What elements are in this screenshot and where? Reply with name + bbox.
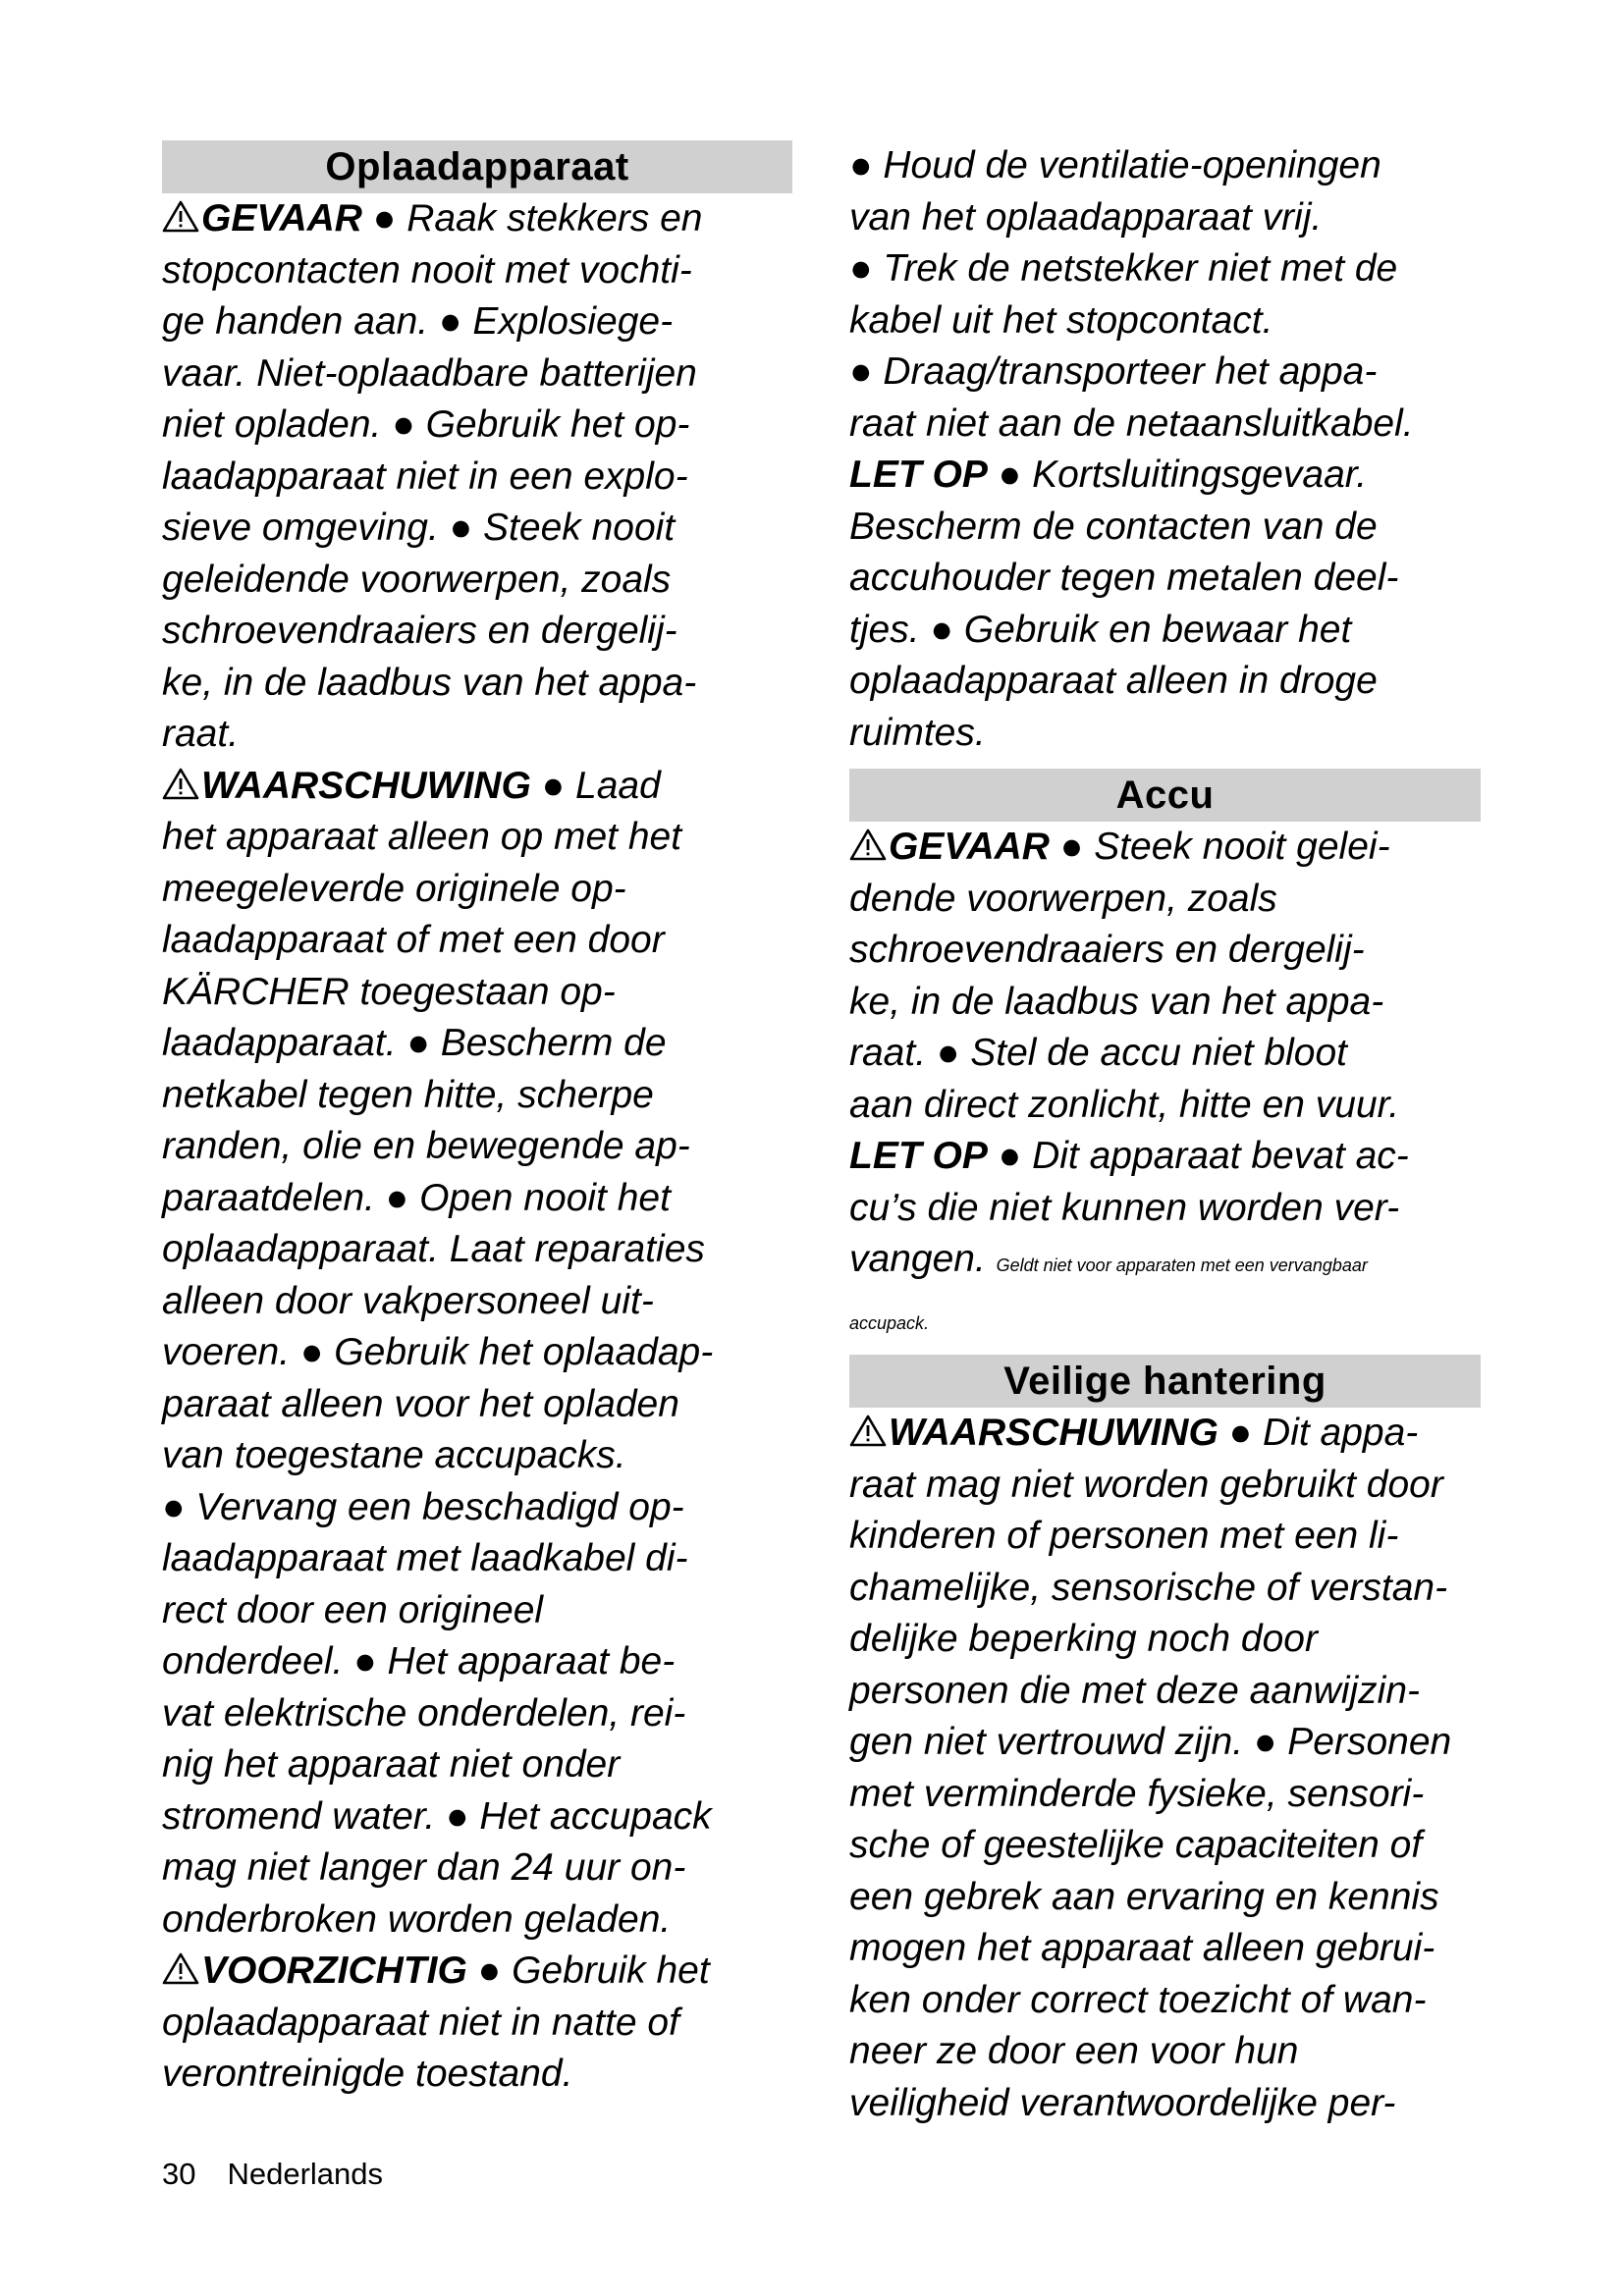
text-segment: ken onder correct toezicht of wan-	[849, 1978, 1427, 2021]
text-line	[849, 2078, 1481, 2130]
text-segment: mogen het apparaat alleen gebrui-	[849, 1927, 1435, 1969]
oplaadapparaat-safety-text	[162, 193, 792, 2101]
text-segment: paraatdelen. ● Open nooit het	[162, 1176, 671, 1219]
text-line	[849, 656, 1481, 708]
text-segment: het apparaat alleen op met het	[162, 816, 682, 858]
text-segment: ruimtes.	[849, 711, 986, 754]
text-segment: vat elektrische onderdelen, rei-	[162, 1691, 686, 1735]
text-line	[849, 1028, 1481, 1080]
page-footer	[162, 2155, 383, 2194]
text-line	[849, 553, 1481, 605]
signal-word: LET OP	[849, 454, 988, 496]
text-segment: ● Houd de ventilatie-openingen	[849, 144, 1381, 187]
text-segment: schroevendraaiers en dergelij-	[162, 610, 677, 652]
text-segment: niet opladen. ● Gebruik het op-	[162, 403, 690, 446]
text-line	[162, 1276, 792, 1328]
text-line	[162, 452, 792, 504]
text-line	[849, 977, 1481, 1029]
text-line	[162, 245, 792, 297]
text-segment: gen niet vertrouwd zijn. ● Personen	[849, 1721, 1452, 1763]
text-line	[849, 1408, 1481, 1460]
text-line	[849, 605, 1481, 657]
text-segment: neer ze door een voor hun	[849, 2030, 1299, 2072]
page-number: 30	[162, 2157, 196, 2191]
text-segment: cu’s die niet kunnen worden ver-	[849, 1186, 1400, 1229]
text-segment: tjes. ● Gebruik en bewaar het	[849, 608, 1352, 651]
text-segment: raat mag niet worden gebruikt door	[849, 1463, 1443, 1506]
text-line	[162, 967, 792, 1019]
text-line	[849, 1614, 1481, 1666]
text-segment: onderbroken worden geladen.	[162, 1897, 672, 1941]
text-segment: kinderen of personen met een li-	[849, 1515, 1399, 1557]
text-line	[849, 295, 1481, 347]
text-line	[849, 1666, 1481, 1718]
section-heading-oplaadapparaat: Oplaadapparaat	[162, 140, 792, 193]
text-segment: accuhouder tegen metalen deel-	[849, 557, 1399, 599]
warning-triangle-icon	[162, 200, 199, 233]
text-segment: netkabel tegen hitte, scherpe	[162, 1073, 654, 1116]
right-column	[849, 140, 1481, 2129]
accu-safety-text	[849, 822, 1481, 1349]
text-line	[849, 874, 1481, 926]
text-line	[849, 925, 1481, 977]
section-heading-accu: Accu	[849, 769, 1481, 822]
text-line	[849, 1460, 1481, 1512]
text-segment: sieve omgeving. ● Steek nooit	[162, 507, 676, 549]
text-segment: ● Vervang een beschadigd op-	[162, 1485, 684, 1528]
text-line	[849, 450, 1481, 502]
text-segment: nig het apparaat niet onder	[162, 1743, 621, 1786]
text-line	[162, 1946, 792, 1998]
text-segment: ge handen aan. ● Explosiege-	[162, 300, 674, 343]
text-line	[162, 1224, 792, 1276]
text-segment: vangen.	[849, 1238, 997, 1280]
text-line	[162, 606, 792, 658]
text-segment: laadapparaat of met een door	[162, 919, 665, 961]
text-segment: laadapparaat niet in een explo-	[162, 454, 688, 498]
text-line	[162, 296, 792, 348]
text-segment: raat.	[162, 713, 240, 755]
text-line	[162, 1636, 792, 1688]
text-line	[849, 1183, 1481, 1235]
text-segment: veiligheid verantwoordelijke per-	[849, 2081, 1396, 2124]
text-segment: voeren. ● Gebruik het oplaadap-	[162, 1331, 714, 1373]
text-segment: van het oplaadapparaat vrij.	[849, 195, 1323, 239]
text-segment: onderdeel. ● Het apparaat be-	[162, 1640, 676, 1682]
text-line	[162, 1533, 792, 1585]
text-segment: kabel uit het stopcontact.	[849, 298, 1273, 342]
signal-word: GEVAAR	[889, 826, 1050, 868]
text-segment: aan direct zonlicht, hitte en vuur.	[849, 1083, 1400, 1126]
text-segment: oplaadapparaat. Laat reparaties	[162, 1228, 705, 1270]
text-segment: randen, olie en bewegende ap-	[162, 1125, 690, 1167]
veilige-hantering-text	[849, 1408, 1481, 2129]
text-line	[162, 1018, 792, 1070]
text-line	[162, 1688, 792, 1740]
text-line	[162, 1739, 792, 1791]
text-segment: raat. ● Stel de accu niet bloot	[849, 1032, 1348, 1074]
section-heading-veilige-hantering: Veilige hantering	[849, 1355, 1481, 1408]
warning-triangle-icon	[162, 768, 199, 800]
text-segment: vaar. Niet-oplaadbare batterijen	[162, 351, 697, 395]
text-segment: rect door een origineel	[162, 1588, 544, 1631]
text-line	[849, 140, 1481, 192]
text-line	[162, 193, 792, 245]
text-line	[849, 1563, 1481, 1615]
text-line	[849, 1872, 1481, 1924]
text-line	[849, 1080, 1481, 1132]
text-line	[849, 822, 1481, 874]
text-line	[849, 2026, 1481, 2078]
text-segment: sche of geestelijke capaciteiten of	[849, 1824, 1423, 1866]
text-line	[162, 1585, 792, 1637]
text-line	[162, 1121, 792, 1173]
text-segment: ● Dit appa-	[1218, 1412, 1419, 1454]
text-segment: paraat alleen voor het opladen	[162, 1382, 679, 1425]
text-segment: van toegestane accupacks.	[162, 1434, 626, 1476]
text-line	[162, 2049, 792, 2101]
text-segment: raat niet aan de netaansluitkabel.	[849, 401, 1414, 445]
text-segment: Geldt niet voor apparaten met een vervangbaar	[996, 1255, 1368, 1275]
text-segment: mag niet langer dan 24 uur on-	[162, 1846, 686, 1889]
text-line	[162, 761, 792, 813]
text-line	[162, 1998, 792, 2050]
footer-language: Nederlands	[227, 2157, 384, 2191]
text-segment: stopcontacten nooit met vochti-	[162, 248, 692, 292]
charger-continued-text	[849, 140, 1481, 759]
text-line	[849, 1292, 1481, 1350]
signal-word: WAARSCHUWING	[201, 764, 531, 807]
text-line	[162, 709, 792, 761]
text-line	[162, 1173, 792, 1225]
text-segment: ke, in de laadbus van het appa-	[849, 980, 1384, 1023]
text-line	[849, 1769, 1481, 1821]
text-line	[162, 1327, 792, 1379]
signal-word: GEVAAR	[201, 197, 362, 240]
text-line	[162, 1842, 792, 1895]
text-segment: oplaadapparaat niet in natte of	[162, 2001, 679, 2044]
text-line	[162, 555, 792, 607]
text-segment: ● Laad	[530, 764, 661, 807]
text-segment: KÄRCHER toegestaan op-	[162, 970, 616, 1013]
left-column	[162, 140, 792, 2101]
text-segment: ● Raak stekkers en	[361, 197, 703, 240]
text-segment: ● Kortsluitingsgevaar.	[987, 454, 1368, 496]
text-segment: laadapparaat met laadkabel di-	[162, 1537, 688, 1579]
text-line	[162, 1430, 792, 1482]
text-segment: verontreinigde toestand.	[162, 2053, 573, 2095]
text-segment: chamelijke, sensorische of verstan-	[849, 1566, 1448, 1609]
text-line	[849, 1717, 1481, 1769]
text-segment: stromend water. ● Het accupack	[162, 1794, 712, 1838]
text-segment: meegeleverde originele op-	[162, 867, 626, 910]
text-line	[162, 1070, 792, 1122]
text-segment: een gebrek aan ervaring en kennis	[849, 1875, 1439, 1918]
text-line	[849, 399, 1481, 451]
text-segment: ● Trek de netstekker niet met de	[849, 247, 1398, 290]
warning-triangle-icon	[849, 1415, 887, 1447]
text-segment: personen die met deze aanwijzin-	[849, 1669, 1421, 1712]
text-line	[162, 1791, 792, 1843]
text-line	[162, 1895, 792, 1947]
text-segment: accupack.	[849, 1312, 930, 1333]
warning-triangle-icon	[162, 1952, 199, 1985]
text-line	[849, 1234, 1481, 1292]
signal-word: LET OP	[849, 1135, 988, 1177]
text-line	[849, 1511, 1481, 1563]
text-segment: Bescherm de contacten van de	[849, 505, 1378, 548]
text-line	[162, 1379, 792, 1431]
text-line	[849, 502, 1481, 554]
text-segment: delijke beperking noch door	[849, 1618, 1318, 1660]
text-segment: ● Dit apparaat bevat ac-	[987, 1135, 1409, 1177]
signal-word: WAARSCHUWING	[889, 1412, 1218, 1454]
text-segment: geleidende voorwerpen, zoals	[162, 558, 672, 601]
text-line	[849, 1923, 1481, 1975]
text-line	[162, 864, 792, 916]
text-segment: ke, in de laadbus van het appa-	[162, 661, 697, 704]
text-segment: laadapparaat. ● Bescherm de	[162, 1022, 667, 1064]
text-line	[162, 1482, 792, 1534]
text-line	[162, 658, 792, 710]
text-line	[849, 1131, 1481, 1183]
text-segment: oplaadapparaat alleen in droge	[849, 660, 1378, 702]
text-line	[849, 243, 1481, 295]
text-segment: schroevendraaiers en dergelij-	[849, 929, 1365, 971]
text-segment: ● Steek nooit gelei-	[1049, 826, 1390, 868]
text-line	[849, 1820, 1481, 1872]
warning-triangle-icon	[849, 828, 887, 861]
text-segment: alleen door vakpersoneel uit-	[162, 1279, 654, 1322]
signal-word: VOORZICHTIG	[201, 1949, 467, 1992]
text-line	[162, 503, 792, 555]
text-line	[162, 400, 792, 452]
text-segment: met verminderde fysieke, sensori-	[849, 1772, 1425, 1815]
text-line	[849, 347, 1481, 399]
text-line	[849, 1975, 1481, 2027]
text-segment: ● Gebruik het	[466, 1949, 710, 1992]
text-segment: dende voorwerpen, zoals	[849, 877, 1277, 920]
text-line	[849, 708, 1481, 760]
text-line	[162, 915, 792, 967]
text-segment: ● Draag/transporteer het appa-	[849, 350, 1378, 393]
text-line	[162, 348, 792, 400]
text-line	[162, 812, 792, 864]
text-line	[849, 192, 1481, 244]
